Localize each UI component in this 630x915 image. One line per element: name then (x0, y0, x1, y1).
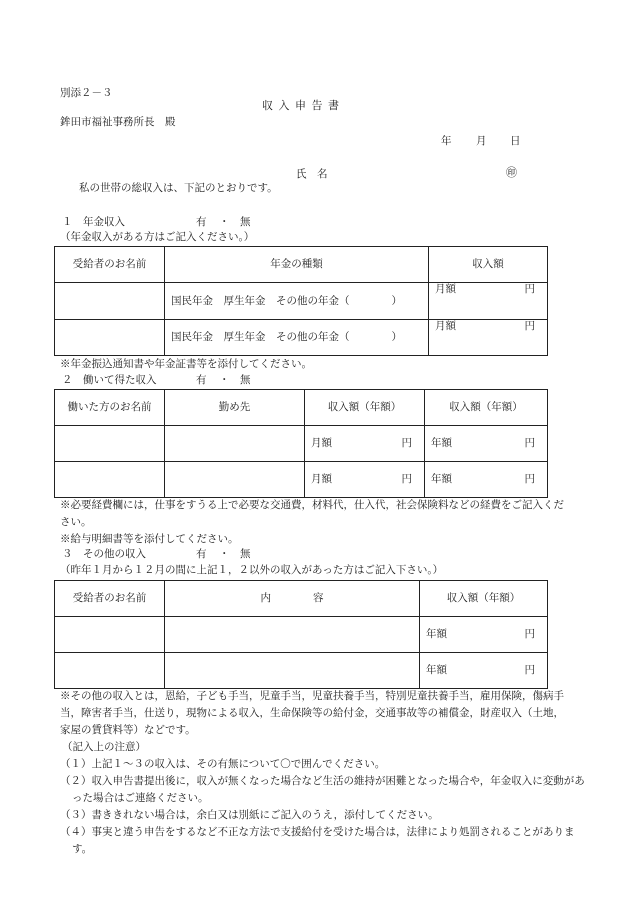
yen-label: 円 (524, 283, 535, 295)
pension-type-field[interactable]: 国民年金 厚生年金 その他の年金（ ） (165, 283, 429, 320)
month-label: 月額 (311, 437, 332, 449)
recipient-name-field[interactable] (55, 283, 165, 320)
seal-mark: ㊞ (506, 166, 517, 179)
worker-name-field[interactable] (55, 426, 165, 462)
section3-no[interactable]: 無 (240, 548, 251, 560)
annual-amount-field[interactable] (420, 653, 548, 689)
work-income-table (54, 389, 548, 498)
pension-income-table (54, 246, 548, 356)
table-row (55, 283, 548, 320)
yen-label: 円 (524, 473, 535, 485)
monthly-amount-field[interactable] (429, 283, 548, 320)
section2-no[interactable]: 無 (240, 374, 251, 386)
col-header-workplace: 勤め先 (165, 390, 305, 426)
section2-separator: ・ (219, 374, 230, 386)
recipient-name-field[interactable] (55, 320, 165, 356)
section3-yes[interactable]: 有 (196, 548, 207, 560)
col-header-worker-name: 働いた方のお名前 (55, 390, 165, 426)
section3-note: ※その他の収入とは，恩給，子ども手当，児童手当，児童扶養手当，特別児童扶養手当，雇用保険，傷病手当，障害者手当，仕送り，現物による収入，生命保険等の給付金，交通事故等の補償金，財産収入（土地，家屋の賃貸料等）などです。 (60, 690, 564, 736)
content-field[interactable] (165, 653, 420, 689)
section3-heading: ３ その他の収入 (62, 548, 146, 560)
yen-label: 円 (401, 473, 412, 485)
month-label: 月額 (311, 473, 332, 485)
col-header-content: 内 容 (165, 581, 420, 617)
instruction-item-4: （４）事実と違う申告をするなど不正な方法で支援給付を受けた場合は，法律により処罰されることがあります。 (60, 826, 575, 855)
workplace-field[interactable] (165, 462, 305, 498)
table-row (55, 320, 548, 356)
year-label: 年額 (431, 473, 452, 485)
monthly-amount-field[interactable] (305, 462, 425, 498)
yen-label: 円 (401, 437, 412, 449)
year-label: 年額 (426, 628, 447, 640)
section2-yes[interactable]: 有 (196, 374, 207, 386)
document-title: 収 入 申 告 書 (262, 99, 340, 112)
table-row (55, 462, 548, 498)
col-header-income-amount: 収入額 (429, 247, 548, 283)
section2-heading: ２ 働いて得た収入 (62, 374, 157, 386)
yen-label: 円 (524, 664, 535, 676)
table-row (55, 426, 548, 462)
content-field[interactable] (165, 617, 420, 653)
table-row (55, 653, 548, 689)
section1-no[interactable]: 無 (240, 216, 251, 228)
recipient-name-field[interactable] (55, 617, 165, 653)
section1-subtext: （年金収入がある方はご記入ください。） (60, 231, 255, 243)
pension-type-field[interactable]: 国民年金 厚生年金 その他の年金（ ） (165, 320, 429, 356)
section3-separator: ・ (219, 548, 230, 560)
col-header-recipient-name: 受給者のお名前 (55, 247, 165, 283)
col-header-income-amount-2: 収入額（年額） (425, 390, 548, 426)
section2-note-expenses: ※必要経費欄には，仕事をすうる上で必要な交通費，材料代，仕入代，社会保険料などの経費をご記入ください。 (60, 499, 564, 528)
monthly-amount-field[interactable] (429, 320, 548, 356)
year-label: 年額 (426, 664, 447, 676)
date-year-label: 年 (441, 135, 452, 147)
date-month-label: 月 (476, 135, 487, 147)
worker-name-field[interactable] (55, 462, 165, 498)
yen-label: 円 (524, 437, 535, 449)
monthly-amount-field[interactable] (305, 426, 425, 462)
col-header-recipient-name: 受給者のお名前 (55, 581, 165, 617)
yen-label: 円 (524, 320, 535, 332)
table-row (55, 617, 548, 653)
month-label: 月額 (435, 320, 456, 332)
date-day-label: 日 (510, 135, 521, 147)
section1-separator: ・ (219, 216, 230, 228)
month-label: 月額 (435, 283, 456, 295)
col-header-pension-type: 年金の種類 (165, 247, 429, 283)
section1-yes[interactable]: 有 (196, 216, 207, 228)
intro-text: 私の世帯の総収入は、下記のとおりです。 (79, 182, 278, 194)
section1-heading: １ 年金収入 (62, 216, 125, 228)
document-code: 別添２－３ (60, 87, 113, 99)
instruction-item-3: （３）書ききれない場合は，余白又は別紙にご記入のうえ，添付してください。 (60, 809, 439, 821)
col-header-income-amount-1: 収入額（年額） (305, 390, 425, 426)
annual-amount-field[interactable] (420, 617, 548, 653)
workplace-field[interactable] (165, 426, 305, 462)
addressee: 鉾田市福祉事務所長 殿 (60, 116, 176, 128)
year-label: 年額 (431, 437, 452, 449)
instruction-item-1: （１）上記１～３の収入は、その有無について〇で囲んでください。 (60, 758, 386, 770)
applicant-name-label: 氏 名 (296, 168, 328, 180)
recipient-name-field[interactable] (55, 653, 165, 689)
col-header-income-amount: 収入額（年額） (420, 581, 548, 617)
annual-amount-field[interactable] (425, 462, 548, 498)
instruction-item-2: （２）収入申告書提出後に，収入が無くなった場合など生活の維持が困難となった場合や，年金収入に変動があった場合はご連絡ください。 (60, 775, 585, 804)
annual-amount-field[interactable] (425, 426, 548, 462)
yen-label: 円 (524, 628, 535, 640)
instructions-heading: （記入上の注意） (62, 741, 146, 753)
other-income-table (54, 580, 548, 689)
section3-subtext: （昨年１月から１２月の間に上記１，２以外の収入があった方はご記入下さい。） (60, 564, 444, 576)
section1-note: ※年金振込通知書や年金証書等を添付してください。 (60, 358, 312, 370)
section2-note-payslip: ※給与明細書等を添付してください。 (60, 533, 239, 545)
